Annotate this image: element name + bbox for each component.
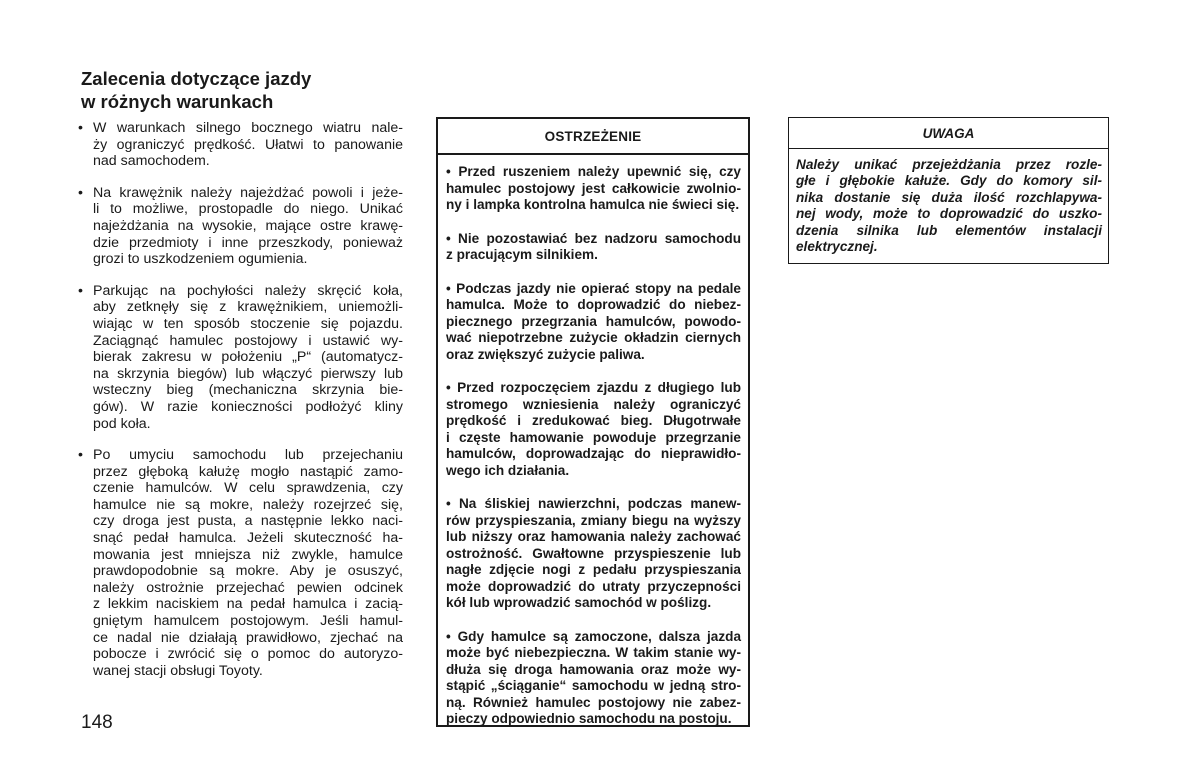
text-line: najeżdżania na wysokie, mające ostre krawę- — [93, 217, 403, 234]
text-line: pieczy odpowiednio samochodu na postoju. — [446, 711, 732, 726]
text-line: na skrzynia biegów) lub włączyć pierwszy lub — [93, 365, 403, 382]
warning-item — [446, 496, 741, 612]
text-line: • Gdy hamulce są zamoczone, dalsza jazda — [446, 628, 741, 644]
text-line: wego ich działania. — [446, 462, 570, 478]
note-header: UWAGA — [789, 118, 1108, 149]
text-line: może być niebezpieczna. W takim stanie wy- — [446, 645, 741, 660]
text-line: głe i głębokie kałuże. Gdy do komory sil- — [796, 173, 1102, 189]
text-line: czy droga jest pusta, a następnie lekko naci- — [93, 513, 403, 530]
text-line: nika dostanie się duża ilość rozchlapywa- — [796, 189, 1102, 205]
text-line: Zaciągnąć hamulec postojowy i ustawić wy- — [93, 332, 403, 349]
text-line: ną. Również hamulec postojowy nie zabez- — [446, 694, 741, 710]
note-box — [788, 117, 1109, 264]
warning-item — [446, 629, 741, 728]
text-line: i częste hamowanie powoduje przegrzanie — [446, 429, 741, 445]
text-line: dzenia silnika lub elementów instalacji — [796, 222, 1102, 238]
text-line: stąpić „ściąganie“ samochodu w jedną stro- — [446, 678, 741, 693]
text-line: mowania jest mniejsza niż zwykle, hamulce — [93, 546, 403, 563]
text-line: należy ostrożnie przejechać pewien odcinek — [93, 579, 403, 596]
bullet-item — [78, 185, 403, 268]
bullet-item — [78, 120, 403, 170]
warning-item — [446, 164, 741, 214]
note-body — [789, 149, 1108, 255]
text-line: • Po umyciu samochodu lub przejechaniu — [93, 447, 403, 464]
text-line: wsteczny bieg (mechaniczna skrzynia bie- — [93, 382, 403, 399]
text-line: oraz zwiększyć zużycie paliwa. — [446, 346, 645, 362]
text-line: • Na krawężnik należy najeżdżać powoli i jeże- — [93, 184, 403, 201]
text-line: • Nie pozostawiać bez nadzoru samochodu — [446, 230, 741, 246]
text-line: li to możliwe, prostopadle do niego. Unikać — [93, 201, 403, 218]
text-line: gniętym hamulcem postojowym. Jeśli hamul- — [93, 613, 403, 630]
page-title-line-1: Zalecenia dotyczące jazdy — [81, 68, 312, 89]
page-title — [81, 67, 401, 113]
text-line: ży ograniczyć prędkość. Ułatwi to panowanie — [93, 136, 403, 153]
text-line: lub niższy oraz hamowania należy zachować — [446, 529, 741, 544]
page-number: 148 — [81, 712, 113, 733]
warning-box — [436, 117, 750, 727]
text-line: czenie hamulców. W celu sprawdzenia, czy — [93, 480, 403, 497]
text-line: snąć pedał hamulca. Jeżeli skuteczność ha- — [93, 530, 403, 547]
text-line: może doprowadzić do utraty przyczepności — [446, 578, 741, 594]
text-line: pobocze i zwrócić się o pomoc do autoryzo- — [93, 646, 403, 663]
text-line: hamulec postojowy jest całkowicie zwolnio- — [446, 180, 741, 196]
text-line: • W warunkach silnego bocznego wiatru nale- — [93, 120, 403, 136]
page-title-line-2: w różnych warunkach — [81, 91, 274, 112]
text-line: nagłe zdjęcie nogi z pedału przyspieszania — [446, 562, 741, 577]
text-line: aby zetknęły się z krawężnikiem, uniemożli- — [93, 299, 403, 316]
text-line: wać niepotrzebne zużycie okładzin ciernych — [446, 330, 741, 345]
warning-header: OSTRZEŻENIE — [438, 119, 748, 155]
text-line: hamulców, doprowadzając do nieprawidło- — [446, 446, 741, 461]
text-line: dzie przedmioty i inne przeszkody, ponieważ — [93, 234, 403, 251]
text-line: ny i lampka kontrolna hamulca nie świeci się. — [446, 197, 740, 212]
warning-body — [438, 155, 748, 728]
text-line: • Parkując na pochyłości należy skręcić koła, — [93, 282, 403, 299]
text-line: gów). W razie konieczności podłożyć kliny — [93, 398, 403, 415]
warning-item — [446, 281, 741, 364]
text-line: stromego wzniesienia należy ograniczyć — [446, 396, 741, 412]
text-line: • Podczas jazdy nie opierać stopy na pedale — [446, 280, 741, 296]
text-line: ostrożność. Gwałtowne przyspieszenie lub — [446, 545, 741, 561]
text-line: hamulca. Może to doprowadzić do niebez- — [446, 297, 741, 312]
text-line: z lekkim naciskiem na pedał hamulca i zacią- — [93, 596, 403, 613]
text-line: wanej stacji obsługi Toyoty. — [93, 662, 263, 679]
text-line: • Przed ruszeniem należy upewnić się, czy — [446, 164, 741, 179]
text-line: Należy unikać przejeżdżania przez rozle- — [796, 157, 1102, 172]
warning-item — [446, 231, 741, 264]
bullet-item — [78, 283, 403, 432]
text-line: prawdopodobnie są mokre. Aby je osuszyć, — [93, 563, 403, 580]
text-line: wiając w ten sposób stoczenie się pojazdu. — [93, 315, 403, 332]
driving-tips-list — [78, 120, 403, 694]
text-line: przez głęboką kałużę mogło nastąpić zamo- — [93, 463, 403, 480]
text-line: • Przed rozpoczęciem zjazdu z długiego lub — [446, 380, 741, 395]
text-line: piecznego przegrzania hamulców, powodo- — [446, 313, 741, 329]
text-line: bierak zakresu w położeniu „P“ (automatycz- — [93, 349, 403, 366]
text-line: • Na śliskiej nawierzchni, podczas manew- — [446, 496, 741, 511]
text-line: rów przyspieszania, zmiany biegu na wyższy — [446, 512, 741, 528]
text-line: nad samochodem. — [93, 153, 210, 170]
warning-item — [446, 380, 741, 479]
text-line: ce nadal nie działają prawidłowo, zjechać na — [93, 629, 403, 646]
text-line: grozi to uszkodzeniem ogumienia. — [93, 251, 308, 268]
text-line: elektrycznej. — [796, 239, 878, 255]
text-line: prędkość i zredukować bieg. Długotrwałe — [446, 413, 741, 428]
bullet-item — [78, 447, 403, 679]
text-line: hamulce nie są mokre, należy rozejrzeć się, — [93, 496, 403, 513]
text-line: z pracującym silnikiem. — [446, 247, 598, 262]
text-line: dłuża się droga hamowania oraz może wy- — [446, 661, 741, 677]
text-line: nej wody, może to doprowadzić do uszko- — [796, 206, 1102, 222]
text-line: kół lub wprowadzić samochód w poślizg. — [446, 595, 712, 610]
text-line: pod koła. — [93, 415, 151, 432]
